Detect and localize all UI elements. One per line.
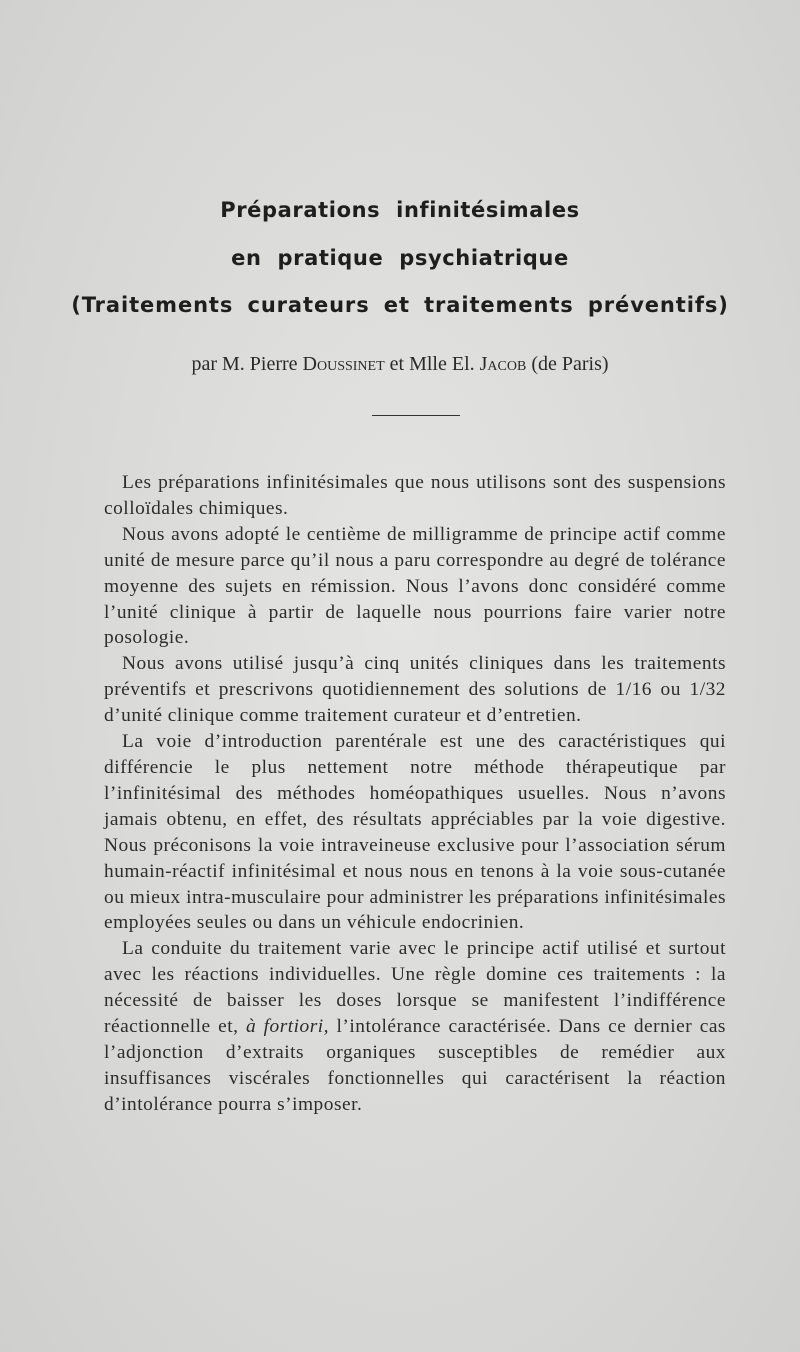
paragraph: Les préparations infinitésimales que nous utilisons sont des suspensions colloïdales chimiques. <box>104 472 726 519</box>
byline-conjunction: et Mlle El. <box>389 353 475 375</box>
article-body <box>104 470 726 1118</box>
paragraph: La voie d’introduction parentérale est une des caractéristiques qui différencie le plus nettement notre méthode thérapeutique par l’infinitésimal des méthodes homéopathiques usuelles. Nous n’avons jamais obtenu, en effet, des résultats appréciables par la voie digestive. Nous préconisons la voie intraveineuse exclusive pour l’association sérum humain-réactif infinitésimal et nous nous en tenons à la voie sous-cutanée ou mieux intra-musculaire pour administrer les préparations infinitésimales employées seules ou dans un véhicule endocrinien. <box>104 731 726 934</box>
author-jacob: Jacob <box>479 353 527 375</box>
italic-phrase: à fortiori, <box>245 1016 330 1038</box>
title-line-1: Préparations infinitésimales <box>220 198 580 222</box>
byline-suffix: (de Paris) <box>531 353 609 375</box>
byline-prefix: par M. Pierre <box>191 353 298 375</box>
author-doussinet: Doussinet <box>302 353 385 375</box>
byline <box>0 353 800 376</box>
paragraph-text: l’intolérance caractérisée. Dans ce dernier cas l’adjonction d’extraits organiques susceptibles de remédier aux insuffisances viscérales fonctionnelles qui caractérisent la réaction d’intolérance pourra s’imposer. <box>104 1016 726 1115</box>
paragraph-last <box>104 936 726 1117</box>
paragraph: Nous avons utilisé jusqu’à cinq unités cliniques dans les traitements préventifs et prescrivons quotidiennement des solutions de 1/16 ou 1/32 d’unité clinique comme traitement curateur et d’entretien. <box>104 653 726 727</box>
title-line-3: (Traitements curateurs et traitements préventifs) <box>71 293 729 317</box>
separator-rule <box>372 415 460 416</box>
title-line-2: en pratique psychiatrique <box>231 246 569 270</box>
paragraph: Nous avons adopté le centième de milligramme de principe actif comme unité de mesure parce qu’il nous a paru correspondre au degré de tolérance moyenne des sujets en rémission. Nous l’avons donc considéré comme l’unité clinique à partir de laquelle nous pourrions faire varier notre posologie. <box>104 523 726 649</box>
paragraph-text: La conduite du traitement varie avec le principe actif utilisé et surtout avec les réactions individuelles. Une règle domine ces traitements : la nécessité de baisser les doses lorsque se manifestent l’indifférence réactionnelle et, <box>104 938 726 1038</box>
